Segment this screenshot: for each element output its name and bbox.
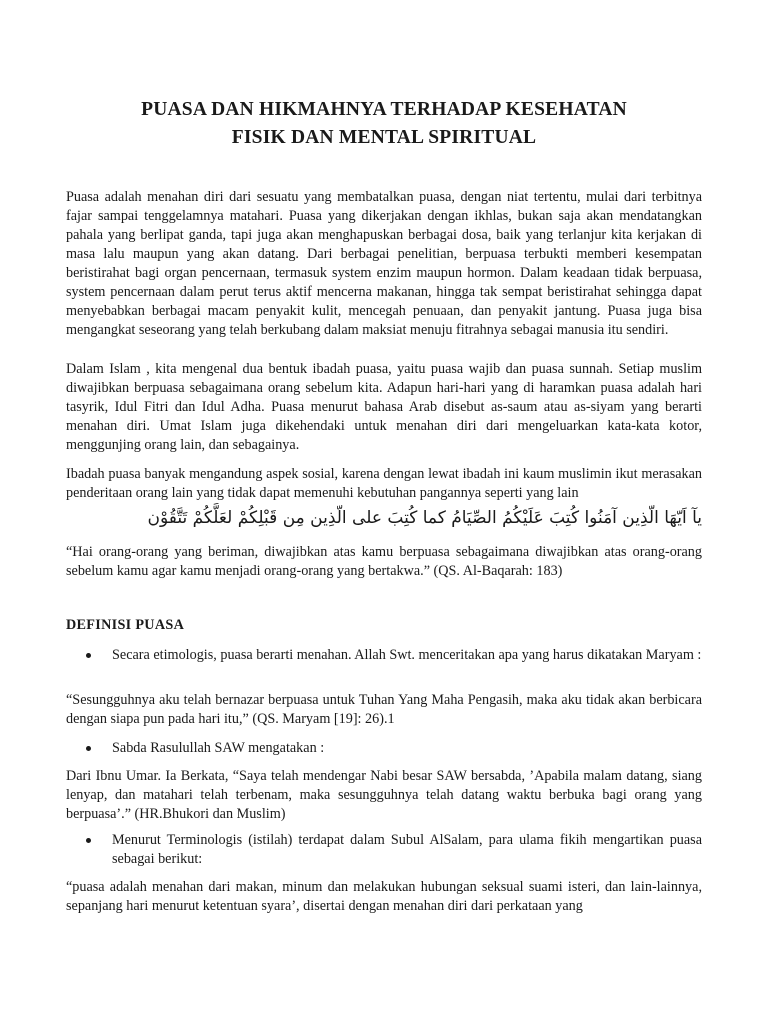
islam-fasting-paragraph: Dalam Islam , kita mengenal dua bentuk ibadah puasa, yaitu puasa wajib dan puasa sunnah. Setiap muslim diwajibkan berpuasa sebagaimana orang sebelum kita. Adapun hari-hari yang di haramkan puasa adalah hari tasyrik, Idul Fitri dan Idul Adha. Puasa menurut bahasa Arab disebut as-saum atau as-siyam yang berarti menahan diri. Umat Islam juga dikehendaki untuk menahan diri dari mengeluarkan kata-kata kotor, menggunjing orang lain, dan sebagainya. bbox=[66, 361, 702, 453]
social-aspect-paragraph: Ibadah puasa banyak mengandung aspek sosial, karena dengan lewat ibadah ini kaum muslimin ikut merasakan penderitaan orang lain yang tidak dapat memenuhi kebutuhan pangannya seperti yang lain bbox=[66, 466, 702, 501]
document-title bbox=[60, 96, 708, 152]
definition-quote: “puasa adalah menahan dari makan, minum dan melakukan hubungan seksual suami isteri, dan lain-lainnya, sepanjang hari menurut ketentuan syara’, disertai dengan menahan diri dari perkataan yang bbox=[66, 879, 702, 914]
bullet-text: Menurut Terminologis (istilah) terdapat dalam Subul AlSalam, para ulama fikih mengartikan puasa sebagai berikut: bbox=[112, 832, 702, 867]
hadith-paragraph: Dari Ibnu Umar. Ia Berkata, “Saya telah mendengar Nabi besar SAW bersabda, ’Apabila malam datang, siang lenyap, dan matahari telah terbenam, maka sesungguhnya telah datang waktu berbuka bagi orang yang berpuasa’.” (HR.Bhukori dan Muslim) bbox=[66, 768, 702, 822]
bullet-text: Secara etimologis, puasa berarti menahan. Allah Swt. menceritakan apa yang harus dikatakan Maryam : bbox=[112, 647, 702, 663]
bullet-icon bbox=[86, 838, 91, 843]
bullet-item-terminologis bbox=[86, 831, 702, 869]
title-line-1: PUASA DAN HIKMAHNYA TERHADAP KESEHATAN bbox=[141, 99, 627, 120]
bullet-icon bbox=[86, 653, 91, 658]
bullet-item-etimologis bbox=[86, 646, 702, 665]
section-heading-definisi: DEFINISI PUASA bbox=[66, 617, 185, 633]
verse-translation: “Hai orang-orang yang beriman, diwajibkan atas kamu berpuasa sebagaimana diwajibkan atas orang-orang sebelum kamu agar kamu menjadi orang-orang yang bertakwa.” (QS. Al-Baqarah: 183) bbox=[66, 544, 702, 579]
maryam-quote: “Sesungguhnya aku telah bernazar berpuasa untuk Tuhan Yang Maha Pengasih, maka aku tidak akan berbicara dengan siapa pun pada hari itu,” (QS. Maryam [19]: 26).1 bbox=[66, 692, 702, 727]
bullet-text: Sabda Rasulullah SAW mengatakan : bbox=[112, 740, 325, 756]
arabic-verse: يآ اَيّهَا الّذِين آمَنُوا كُتِبَ عَلَيْكُمُ الصِّيَامُ كما كُتِبَ على الّذِين مِن قَبْلِكُمْ لعَلَّكُمْ تَتَّقُوْن bbox=[147, 508, 702, 528]
bullet-icon bbox=[86, 746, 91, 751]
bullet-item-sabda bbox=[86, 739, 702, 758]
title-line-2: FISIK DAN MENTAL SPIRITUAL bbox=[231, 127, 537, 148]
intro-paragraph: Puasa adalah menahan diri dari sesuatu yang membatalkan puasa, dengan niat tertentu, mulai dari terbitnya fajar sampai tenggelamnya matahari. Puasa yang dikerjakan dengan ikhlas, bukan saja akan mendatangkan pahala yang berlipat ganda, tapi juga akan menghapuskan berbagai dosa, baik yang terlanjur kita kerjakan di masa lalu maupun yang akan datang. Dari berbagai penelitian, berpuasa terbukti memberi kesempatan beristirahat bagi organ pencernaan, termasuk system enzim maupun hormon. Dalam keadaan tidak berpuasa, system pencernaan dalam perut terus aktif mencerna makanan, hingga tak sempat beristirahat sehingga dapat menyebabkan berbagai macam penyakit kulit, mencegah penuaan, dan penyakit jantung. Puasa juga bisa mengangkat seseorang yang telah berkubang dalam maksiat menuju fitrahnya sebagai manusia itu sendiri. bbox=[66, 189, 702, 338]
